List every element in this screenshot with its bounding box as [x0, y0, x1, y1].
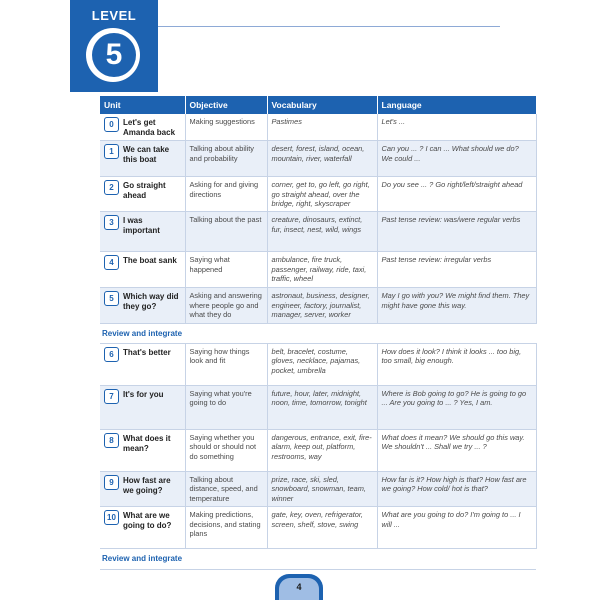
header-objective: Objective: [185, 96, 267, 114]
unit-number-badge: 10: [104, 510, 119, 525]
unit-number-badge: 9: [104, 475, 119, 490]
table-row: [100, 288, 536, 323]
unit-cell: [100, 386, 185, 430]
header-unit: Unit: [100, 96, 185, 114]
unit-cell: [100, 472, 185, 507]
objective-cell: Making predictions, decisions, and stating plans: [185, 507, 267, 549]
table-row: [100, 114, 536, 141]
vocabulary-cell: desert, forest, island, ocean, mountain, river, waterfall: [267, 141, 377, 177]
vocabulary-cell: ambulance, fire truck, passenger, railway, ride, taxi, traffic, wheel: [267, 252, 377, 288]
review-row: [100, 323, 536, 343]
vocabulary-cell: gate, key, oven, refrigerator, screen, shelf, stove, swing: [267, 507, 377, 549]
unit-number-badge: 2: [104, 180, 119, 195]
unit-cell: [100, 252, 185, 288]
unit-title: We can take this boat: [123, 145, 170, 164]
table-row: [100, 472, 536, 507]
language-cell: How does it look? I think it looks ... too big, too small, big enough.: [377, 344, 536, 386]
page-number-tab: [275, 574, 323, 600]
table-row: [100, 177, 536, 212]
table-header-row: [100, 96, 536, 114]
language-cell: Past tense review: irregular verbs: [377, 252, 536, 288]
unit-title: The boat sank: [123, 256, 177, 266]
unit-number-badge: 1: [104, 144, 119, 159]
unit-cell: [100, 430, 185, 472]
header-rule: [158, 26, 500, 27]
table-row: [100, 212, 536, 252]
unit-cell: [100, 288, 185, 323]
objective-cell: Saying what happened: [185, 252, 267, 288]
table-row: [100, 252, 536, 288]
review-label: Review and integrate: [100, 323, 536, 343]
unit-number-badge: 8: [104, 433, 119, 448]
vocabulary-cell: astronaut, business, designer, engineer, factory, journalist, manager, server, worker: [267, 288, 377, 323]
language-cell: Let's ...: [377, 114, 536, 141]
language-cell: What does it mean? We should go this way. We shouldn't ... Shall we try ... ?: [377, 430, 536, 472]
objective-cell: Asking and answering where people go and what they do: [185, 288, 267, 323]
unit-number-badge: 7: [104, 389, 119, 404]
objective-cell: Saying what you're going to do: [185, 386, 267, 430]
vocabulary-cell: prize, race, ski, sled, snowboard, snowman, team, winner: [267, 472, 377, 507]
unit-number-badge: 3: [104, 215, 119, 230]
level-tab: [70, 0, 158, 92]
unit-title: Which way did they go?: [123, 292, 179, 311]
unit-title: Go straight ahead: [123, 181, 166, 200]
page-number: 4: [279, 578, 319, 600]
objective-cell: Asking for and giving directions: [185, 177, 267, 212]
table-row: [100, 507, 536, 549]
vocabulary-cell: belt, bracelet, costume, gloves, necklace, pajamas, pocket, umbrella: [267, 344, 377, 386]
unit-title: That's better: [123, 348, 171, 358]
language-cell: Past tense review: was/were regular verbs: [377, 212, 536, 252]
vocabulary-cell: dangerous, entrance, exit, fire-alarm, keep out, platform, restrooms, way: [267, 430, 377, 472]
header-language: Language: [377, 96, 536, 114]
objective-cell: Talking about the past: [185, 212, 267, 252]
unit-cell: [100, 177, 185, 212]
unit-title: What does it mean?: [123, 434, 171, 453]
language-cell: Do you see ... ? Go right/left/straight ahead: [377, 177, 536, 212]
unit-title: It's for you: [123, 390, 164, 400]
unit-cell: [100, 141, 185, 177]
table-row: [100, 141, 536, 177]
unit-cell: [100, 507, 185, 549]
objective-cell: Talking about distance, speed, and temperature: [185, 472, 267, 507]
vocabulary-cell: Pastimes: [267, 114, 377, 141]
unit-number-badge: 6: [104, 347, 119, 362]
objective-cell: Making suggestions: [185, 114, 267, 141]
unit-title: I was important: [123, 216, 160, 235]
unit-cell: [100, 344, 185, 386]
unit-number-badge: 0: [104, 117, 119, 132]
vocabulary-cell: corner, get to, go left, go right, go straight ahead, over the bridge, right, skyscraper: [267, 177, 377, 212]
review-label: Review and integrate: [100, 549, 536, 569]
header-vocabulary: Vocabulary: [267, 96, 377, 114]
unit-cell: [100, 212, 185, 252]
language-cell: Where is Bob going to go? He is going to go ... Are you going to ... ? Yes, I am.: [377, 386, 536, 430]
vocabulary-cell: creature, dinosaurs, extinct, fur, insect, nest, wild, wings: [267, 212, 377, 252]
language-cell: What are you going to do? I'm going to ... I will ...: [377, 507, 536, 549]
language-cell: May I go with you? We might find them. They might have gone this way.: [377, 288, 536, 323]
language-cell: How far is it? How high is that? How fast are we going? How cold/ hot is that?: [377, 472, 536, 507]
level-label: LEVEL: [91, 8, 137, 23]
level-number: 5: [92, 33, 136, 77]
unit-title: Let's get Amanda back: [123, 118, 176, 137]
table-row: [100, 344, 536, 386]
unit-cell: [100, 114, 185, 141]
unit-number-badge: 4: [104, 255, 119, 270]
language-cell: Can you ... ? I can ... What should we do? We could ...: [377, 141, 536, 177]
objective-cell: Saying whether you should or should not do something: [185, 430, 267, 472]
syllabus-table: [100, 96, 537, 570]
objective-cell: Saying how things look and fit: [185, 344, 267, 386]
table-row: [100, 386, 536, 430]
review-row: [100, 549, 536, 569]
vocabulary-cell: future, hour, later, midnight, noon, time, tomorrow, tonight: [267, 386, 377, 430]
unit-title: How fast are we going?: [123, 476, 171, 495]
objective-cell: Talking about ability and probability: [185, 141, 267, 177]
unit-title: What are we going to do?: [123, 511, 172, 530]
unit-number-badge: 5: [104, 291, 119, 306]
table-row: [100, 430, 536, 472]
